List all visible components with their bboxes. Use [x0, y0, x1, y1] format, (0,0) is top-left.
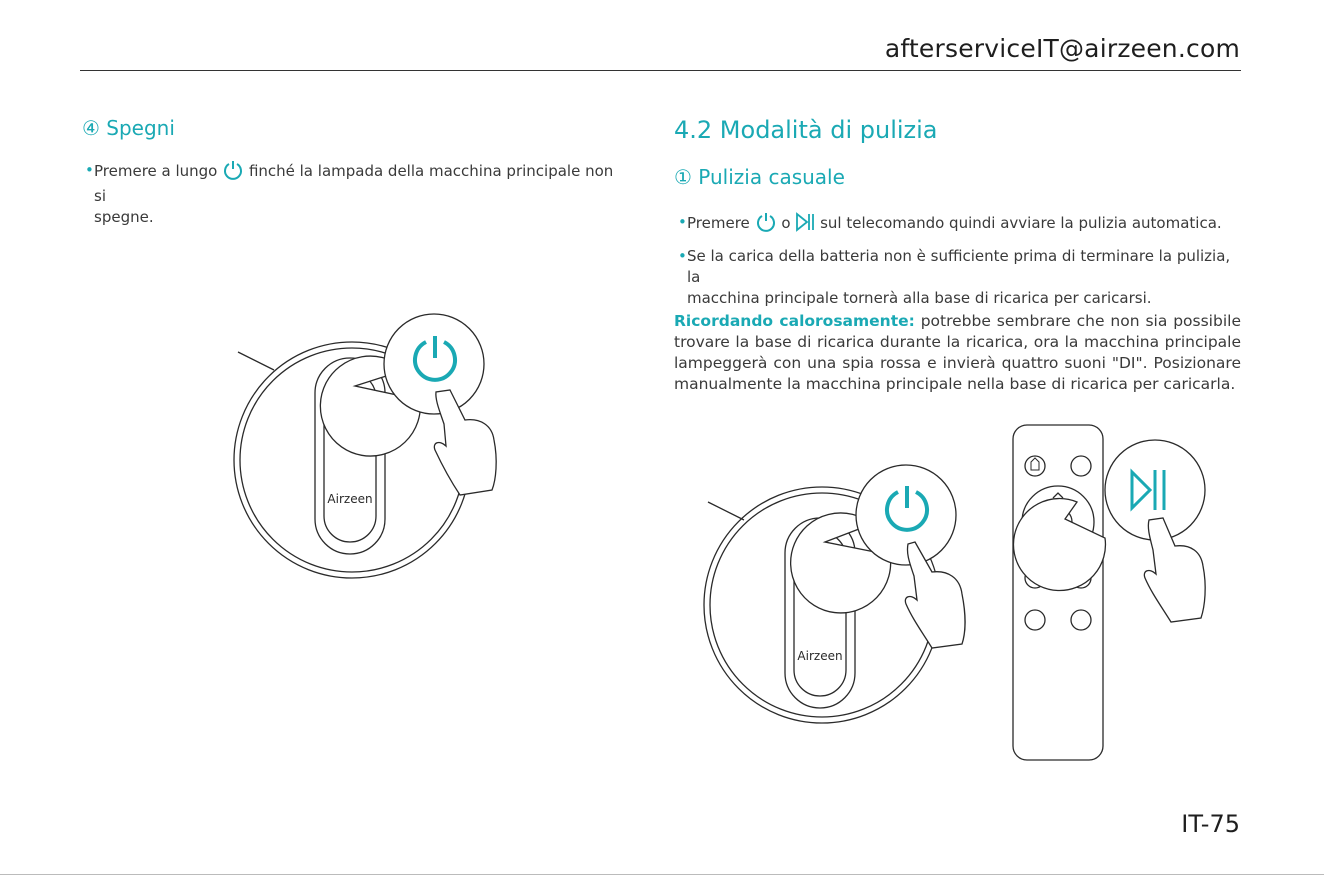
heading-pulizia-casuale: ① Pulizia casuale	[674, 165, 845, 189]
bullet-batteria: • Se la carica della batteria non è sufficiente prima di terminare la pulizia, la macchina principale tornerà alla base di ricarica per caricarsi.	[678, 247, 1231, 307]
section-title: 4.2 Modalità di pulizia	[674, 116, 938, 144]
note-text: potrebbe sembrare che non sia possibile trovare la base di ricarica durante la ricarica, ora la macchina principale lampeggerà con una spia rossa e invierà quattro suoni "DI". Posizionare manualmente la macchina principale nella base di ricarica per caricarla.	[674, 312, 1241, 393]
play-pause-icon	[795, 212, 815, 238]
header-rule	[80, 70, 1241, 71]
remote-illustration	[1005, 420, 1220, 765]
robot-illustration-left	[230, 300, 510, 600]
footer-rule	[0, 874, 1324, 875]
bullet1-after: sul telecomando quindi avviare la pulizia automatica.	[820, 214, 1222, 232]
power-icon	[222, 160, 244, 186]
robot-logo-left: Airzeen	[327, 492, 373, 506]
robot-illustration-right	[700, 460, 980, 730]
bullet-spegni-line2: spegne.	[94, 208, 154, 226]
bullet2-line2: macchina principale tornerà alla base di ricarica per caricarsi.	[687, 289, 1152, 307]
heading-spegni: ④ Spegni	[82, 116, 175, 140]
bullet-spegni-after: finché la lampada della macchina principale non si	[94, 162, 614, 205]
contact-email: afterserviceIT@airzeen.com	[884, 34, 1240, 63]
robot-logo-right: Airzeen	[797, 649, 843, 663]
note-label: Ricordando calorosamente:	[674, 312, 915, 330]
bullet-premere: • Premere o sul telecomando quindi avviare la pulizia automatica.	[687, 212, 1247, 238]
bullet1-or: o	[781, 214, 791, 232]
bullet1-before: Premere	[687, 214, 750, 232]
page-number: IT-75	[1181, 810, 1240, 838]
power-icon	[755, 212, 777, 238]
note-paragraph	[674, 311, 1241, 395]
bullet-spegni: • Premere a lungo finché la lampada della macchina principale non si spegne.	[85, 161, 614, 226]
bullet-spegni-before: Premere a lungo	[94, 162, 218, 180]
bullet2-line1: Se la carica della batteria non è sufficiente prima di terminare la pulizia, la	[687, 247, 1231, 286]
